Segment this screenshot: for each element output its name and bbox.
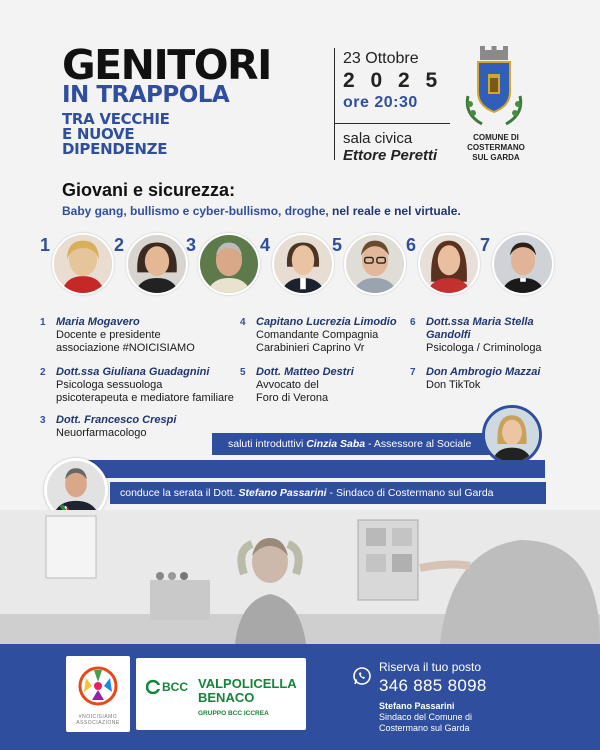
speaker-number: 6	[410, 317, 416, 328]
speaker-avatar	[52, 233, 114, 295]
speaker-role: Carabinieri Caprino Vr	[256, 342, 365, 354]
event-time: ore 20:30	[343, 94, 418, 111]
speaker-entry-2	[40, 366, 250, 405]
divider-horizontal	[335, 123, 450, 124]
tagline-line-2: E NUOVE	[62, 125, 135, 143]
speaker-entry-4	[240, 316, 410, 355]
speaker-name: Maria Mogavero	[56, 316, 140, 328]
topics-emphasis: nel reale e nel virtuale.	[332, 204, 461, 218]
speaker-name: Dott. Francesco Crespi	[56, 414, 177, 426]
hands-logo-icon	[66, 656, 130, 714]
greeting-name: Cinzia Saba	[306, 438, 366, 450]
speaker-name: Dott.ssa Giuliana Guadagnini	[56, 366, 210, 378]
bank-logo	[136, 658, 306, 730]
speaker-number: 4	[240, 317, 246, 328]
logo-caption-line-2: ASSOCIAZIONE	[76, 720, 120, 726]
speaker-entry-6	[410, 316, 560, 355]
tagline-line-1: TRA VECCHIE	[62, 110, 170, 128]
speaker-role: Docente e presidente	[56, 329, 161, 341]
title-secondary: IN TRAPPOLA	[62, 82, 230, 108]
logo-caption-line-1: #NOICISIAMO	[78, 714, 118, 720]
speaker-name: Capitano Lucrezia Limodio	[256, 316, 397, 328]
reservation-phone[interactable]: 346 885 8098	[379, 676, 487, 695]
signer-role-line-1: Sindaco del Comune di	[379, 712, 473, 722]
photo-number: 3	[186, 235, 197, 255]
municipality-name	[462, 133, 530, 163]
photo-number: 4	[260, 235, 271, 255]
subtitle-heading: Giovani e sicurezza:	[62, 180, 236, 200]
speaker-role: associazione #NOICISIAMO	[56, 342, 195, 354]
reservation-info	[379, 660, 487, 696]
photo-number: 7	[480, 235, 491, 255]
bank-name-line-2: BENACO	[198, 690, 255, 705]
tagline-line-3: DIPENDENZE	[62, 140, 168, 158]
event-title-block	[62, 41, 330, 158]
speaker-entry-7	[410, 366, 560, 392]
speaker-avatar	[198, 233, 260, 295]
speaker-avatar	[126, 233, 188, 295]
bcc-mark-icon	[146, 680, 160, 694]
speaker-role: Psicologa sessuologa	[56, 379, 163, 391]
greeting-banner	[212, 433, 512, 455]
host-suffix: - Sindaco di Costermano sul Garda	[326, 487, 494, 499]
photo-number: 5	[332, 235, 343, 255]
bank-abbreviation: BCC	[162, 680, 188, 694]
photo-number: 2	[114, 235, 125, 255]
speaker-entry-3	[40, 414, 240, 440]
speaker-role: Foro di Verona	[256, 392, 329, 404]
event-venue	[343, 130, 463, 164]
topics-text: Baby gang, bullismo e cyber-bullismo, droghe,	[62, 204, 333, 218]
noicisiamo-logo	[66, 656, 130, 732]
speaker-avatar	[344, 233, 406, 295]
noicisiamo-caption	[66, 714, 130, 726]
speaker-avatar	[418, 233, 480, 295]
bank-group: GRUPPO BCC ICCREA	[198, 710, 269, 717]
speaker-number: 7	[410, 367, 416, 378]
speaker-name: Dott.ssa Maria Stella	[426, 316, 534, 328]
photo-number: 6	[406, 235, 417, 255]
host-name: Stefano Passarini	[238, 487, 327, 499]
signer-info	[379, 701, 472, 734]
venue-name: Ettore Peretti	[343, 147, 438, 164]
speaker-role: Avvocato del	[256, 379, 319, 391]
speaker-avatar	[272, 233, 334, 295]
whatsapp-icon	[352, 666, 372, 686]
title-tagline	[62, 112, 330, 157]
photo-number: 1	[40, 235, 51, 255]
speaker-name: Gandolfi	[426, 329, 471, 341]
bank-name-line-1: VALPOLICELLA	[198, 676, 297, 691]
title-main: GENITORI	[62, 41, 271, 89]
speaker-role: Psicologa / Criminologa	[426, 342, 542, 354]
municipality-line-2: COSTERMANO	[467, 143, 525, 152]
event-subtitle	[62, 180, 562, 218]
bank-name	[198, 677, 297, 705]
speaker-number: 3	[40, 415, 46, 426]
municipal-crest-icon	[462, 44, 526, 128]
speaker-avatar	[492, 233, 554, 295]
date-day-month: 23 Ottobre	[343, 50, 419, 67]
speaker-number: 5	[240, 367, 246, 378]
speaker-photos-row	[40, 233, 560, 299]
divider-vertical	[334, 48, 335, 160]
speaker-number: 2	[40, 367, 46, 378]
speaker-number: 1	[40, 317, 46, 328]
date-year: 2 0 2 5	[343, 69, 443, 92]
speaker-entry-5	[240, 366, 410, 405]
hero-photo-child-covering-ears	[0, 510, 600, 644]
speaker-entry-1	[40, 316, 240, 355]
speaker-name: Dott. Matteo Destri	[256, 366, 354, 378]
host-prefix: conduce la serata il Dott.	[120, 487, 239, 499]
signer-name: Stefano Passarini	[379, 701, 455, 711]
municipality-line-3: SUL GARDA	[472, 153, 520, 162]
speaker-role: Neuorfarmacologo	[56, 427, 147, 439]
venue-type: sala civica	[343, 130, 413, 147]
subtitle-topics	[62, 204, 562, 218]
event-date	[343, 50, 453, 112]
decorative-banner	[85, 460, 545, 478]
speaker-role: Comandante Compagnia	[256, 329, 379, 341]
reservation-label: Riserva il tuo posto	[379, 660, 482, 674]
speaker-name: Don Ambrogio Mazzai	[426, 366, 541, 378]
signer-role-line-2: Costermano sul Garda	[379, 723, 470, 733]
speaker-role: psicoterapeuta e mediatore familiare	[56, 392, 234, 404]
speaker-role: Don TikTok	[426, 379, 481, 391]
host-banner	[110, 482, 546, 504]
greeting-speaker-avatar	[482, 405, 542, 465]
greeting-prefix: saluti introduttivi	[228, 438, 307, 450]
municipality-line-1: COMUNE DI	[473, 133, 519, 142]
greeting-suffix: - Assessore al Sociale	[365, 438, 472, 450]
